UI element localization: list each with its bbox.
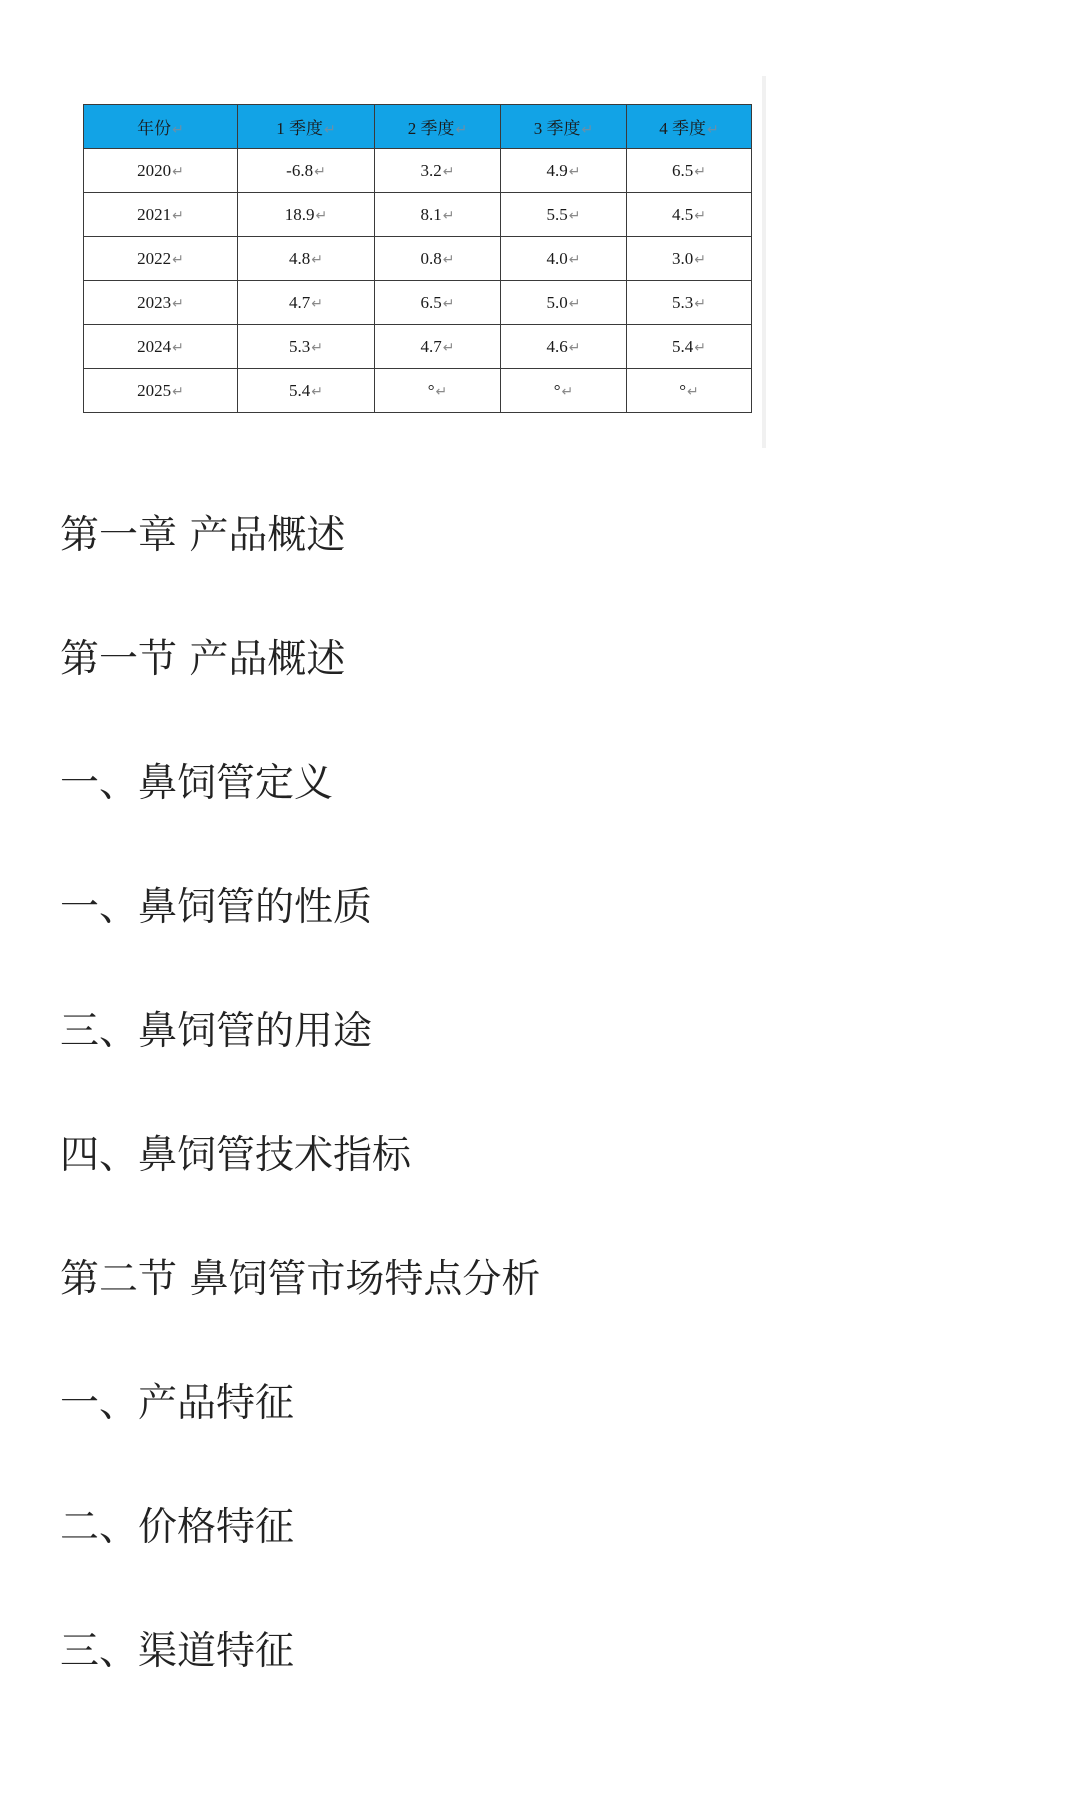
table-cell: °↵ bbox=[375, 369, 501, 413]
table-cell: °↵ bbox=[627, 369, 752, 413]
table-cell: 2025↵ bbox=[84, 369, 238, 413]
embedded-table-image bbox=[72, 76, 766, 448]
quarterly-data-table bbox=[83, 104, 752, 413]
table-row bbox=[84, 237, 752, 281]
table-cell: 2020↵ bbox=[84, 149, 238, 193]
section-heading: 第一节 产品概述 bbox=[60, 637, 346, 682]
table-cell: 2022↵ bbox=[84, 237, 238, 281]
table-cell: 5.3↵ bbox=[238, 325, 375, 369]
table-cell: °↵ bbox=[501, 369, 627, 413]
header-cell-q4: 4 季度↵ bbox=[627, 105, 752, 149]
table-cell: 6.5↵ bbox=[375, 281, 501, 325]
outline-item: 一、产品特征 bbox=[60, 1381, 295, 1426]
table-cell: 4.5↵ bbox=[627, 193, 752, 237]
header-cell-q1: 1 季度↵ bbox=[238, 105, 375, 149]
table-cell: 8.1↵ bbox=[375, 193, 501, 237]
table-cell: 4.6↵ bbox=[501, 325, 627, 369]
outline-item: 四、鼻饲管技术指标 bbox=[60, 1133, 412, 1178]
table-cell: 3.0↵ bbox=[627, 237, 752, 281]
table-cell: -6.8↵ bbox=[238, 149, 375, 193]
table-cell: 0.8↵ bbox=[375, 237, 501, 281]
table-cell: 18.9↵ bbox=[238, 193, 375, 237]
table-cell: 5.3↵ bbox=[627, 281, 752, 325]
section-heading: 第二节 鼻饲管市场特点分析 bbox=[60, 1257, 541, 1302]
chapter-heading: 第一章 产品概述 bbox=[60, 513, 346, 558]
table-cell: 2024↵ bbox=[84, 325, 238, 369]
table-row bbox=[84, 193, 752, 237]
header-cell-q3: 3 季度↵ bbox=[501, 105, 627, 149]
table-cell: 2023↵ bbox=[84, 281, 238, 325]
table-row bbox=[84, 369, 752, 413]
table-cell: 5.4↵ bbox=[627, 325, 752, 369]
outline-item: 三、渠道特征 bbox=[60, 1629, 295, 1674]
table-row bbox=[84, 325, 752, 369]
outline-item: 一、鼻饲管定义 bbox=[60, 761, 334, 806]
header-cell-year: 年份↵ bbox=[84, 105, 238, 149]
table-cell: 2021↵ bbox=[84, 193, 238, 237]
table-row bbox=[84, 281, 752, 325]
outline-item: 一、鼻饲管的性质 bbox=[60, 885, 373, 930]
table-cell: 5.5↵ bbox=[501, 193, 627, 237]
table-cell: 3.2↵ bbox=[375, 149, 501, 193]
outline-item: 三、鼻饲管的用途 bbox=[60, 1009, 373, 1054]
table-cell: 4.0↵ bbox=[501, 237, 627, 281]
table-cell: 4.9↵ bbox=[501, 149, 627, 193]
table-cell: 5.4↵ bbox=[238, 369, 375, 413]
table-row bbox=[84, 149, 752, 193]
table-cell: 4.8↵ bbox=[238, 237, 375, 281]
header-cell-q2: 2 季度↵ bbox=[375, 105, 501, 149]
table-cell: 4.7↵ bbox=[238, 281, 375, 325]
table-cell: 6.5↵ bbox=[627, 149, 752, 193]
table-header-row bbox=[84, 105, 752, 149]
outline-item: 二、价格特征 bbox=[60, 1505, 295, 1550]
table-cell: 5.0↵ bbox=[501, 281, 627, 325]
table-cell: 4.7↵ bbox=[375, 325, 501, 369]
